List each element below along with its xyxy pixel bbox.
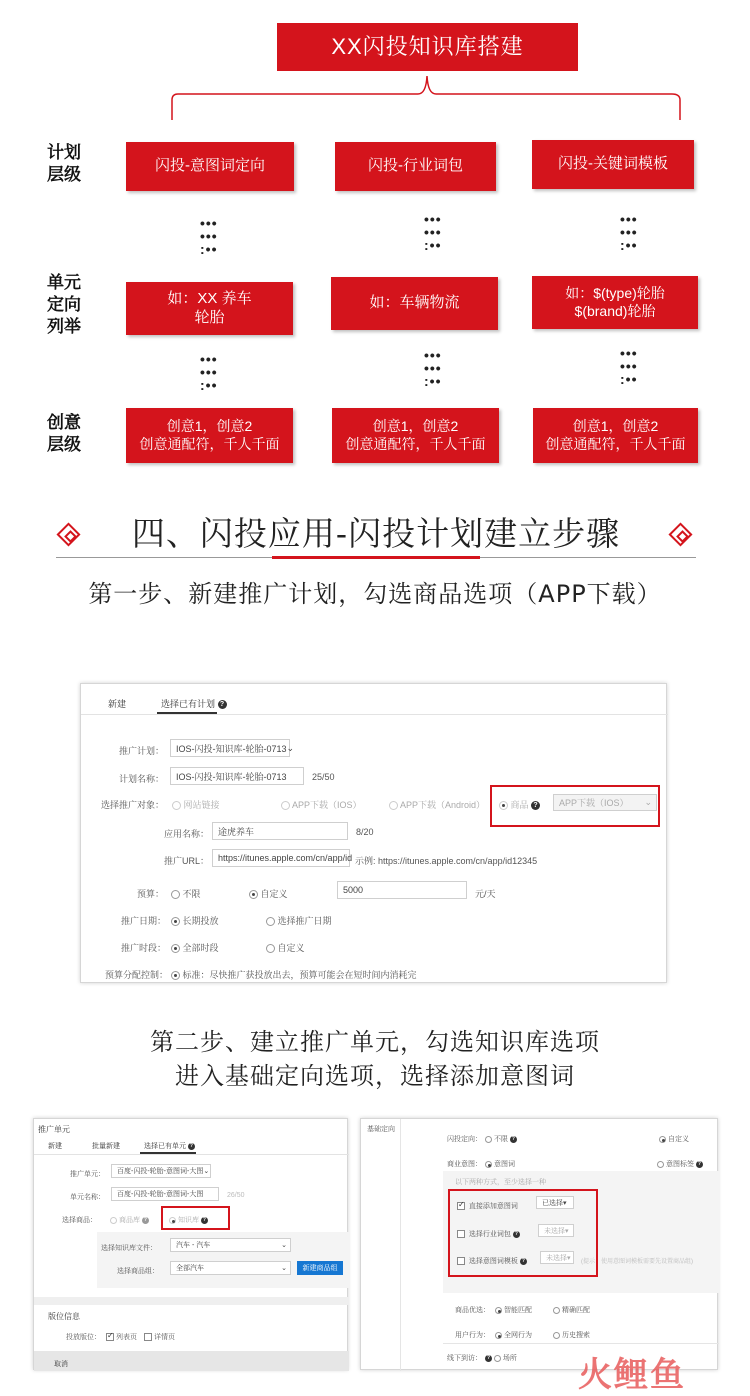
unit-select[interactable]: 百度-闪投-轮胎-意图词-大图 ⌄ xyxy=(111,1164,211,1178)
direct-intent-state[interactable]: 已选择 ▾ xyxy=(536,1196,574,1209)
dots: ••• ••• :•• xyxy=(424,211,442,253)
new-group-button[interactable]: 新建商品组 xyxy=(297,1261,343,1275)
plan-box-intent: 闪投-意图词定向 xyxy=(126,142,294,191)
brace-connector xyxy=(160,72,690,122)
object-app-android[interactable]: APP下载（Android） xyxy=(389,798,485,811)
budget-unlimited[interactable]: 不限 xyxy=(171,887,201,900)
budget-input[interactable]: 5000 xyxy=(337,881,467,899)
dots: ••• ••• :•• xyxy=(200,351,218,393)
help-icon: ? xyxy=(531,801,540,810)
targeting-screenshot xyxy=(360,1118,718,1370)
budget-control-label: 预算分配控制： xyxy=(105,970,169,980)
level-plan-label: 计划 层级 xyxy=(47,143,81,184)
chevron-down-icon: ⌄ xyxy=(281,1242,287,1249)
unit-name-count: 26/50 xyxy=(227,1192,245,1199)
tab-new[interactable]: 新建 xyxy=(48,1143,62,1150)
date-select[interactable]: 选择推广日期 xyxy=(266,914,332,927)
time-label: 推广时段： xyxy=(121,943,167,953)
unit-name-label: 单元名称： xyxy=(70,1194,105,1201)
dots: ••• ••• :•• xyxy=(620,345,638,387)
plan-name-input[interactable]: IOS-闪投-知识库-轮胎-0713 xyxy=(170,767,304,785)
goods-exact-match[interactable]: 精确匹配 xyxy=(553,1305,590,1315)
help-icon: ? xyxy=(486,1355,491,1362)
row-industry-pack[interactable]: 选择行业词包 ? xyxy=(457,1229,520,1239)
goods-knowledge-base[interactable]: 知识库 ? xyxy=(169,1215,208,1225)
goods-smart-match[interactable]: 智能匹配 xyxy=(495,1305,532,1315)
plan-form-screenshot xyxy=(80,683,667,983)
biz-label: 商业意图： xyxy=(447,1161,482,1168)
section-title: 四、闪投应用-闪投计划建立步骤 xyxy=(131,513,621,553)
goods-pref-label: 商品优选： xyxy=(455,1307,490,1314)
budget-control-standard[interactable]: 标准：尽快推广获投放出去，预算可能会在短时间内消耗完 xyxy=(171,968,417,981)
industry-pack-state[interactable]: 未选择 ▾ xyxy=(538,1224,574,1237)
goods-label: 选择商品： xyxy=(62,1217,97,1224)
offline-venue[interactable]: ? 场所 xyxy=(486,1355,517,1362)
intent-template-state[interactable]: 未选择 ▾ xyxy=(540,1251,574,1264)
user-history-search[interactable]: 历史搜索 xyxy=(553,1330,590,1340)
goods-library[interactable]: 商品库 ? xyxy=(110,1215,149,1225)
step1-text: 第一步、新建推广计划，勾选商品选项（APP下载） xyxy=(88,580,662,608)
offline-label: 线下到访： xyxy=(447,1355,482,1362)
unit-label: 推广单元： xyxy=(70,1171,105,1178)
kb-file-label: 选择知识库文件： xyxy=(101,1245,157,1252)
help-icon: ? xyxy=(189,1143,193,1150)
side-label: 基础定向 xyxy=(367,1126,395,1133)
budget-unit: 元/天 xyxy=(475,889,496,899)
url-example: 示例: https://itunes.apple.com/cn/app/id12345 xyxy=(355,856,538,866)
dots: ••• ••• :•• xyxy=(424,347,442,389)
help-icon: ? xyxy=(521,1258,525,1265)
tab-divider xyxy=(81,714,668,715)
chevron-down-icon: ⌄ xyxy=(644,797,652,807)
watermark-logo: 火鲤鱼 xyxy=(578,1355,686,1395)
tab-existing-plan[interactable]: 选择已有计划 ? xyxy=(161,697,227,710)
cancel-button[interactable]: 取消 xyxy=(54,1361,68,1368)
plan-box-template: 闪投-关键词模板 xyxy=(532,140,694,189)
position-detail-page[interactable]: 详情页 xyxy=(144,1332,175,1342)
position-header: 版位信息 xyxy=(48,1312,80,1321)
dots: ••• ••• :•• xyxy=(200,215,218,257)
creative-box-1: 创意1，创意2 创意通配符，千人千面 xyxy=(126,408,293,463)
chevron-down-icon: ⌄ xyxy=(281,1265,287,1272)
unit-box-3: 如：$(type)轮胎 $(brand)轮胎 xyxy=(532,276,698,329)
unit-name-input[interactable]: 百度-闪投-轮胎-意图词-大图 xyxy=(111,1187,219,1201)
kb-group-select[interactable]: 全部汽车 ⌄ xyxy=(170,1261,291,1275)
plan-select[interactable]: IOS-闪投-知识库-轮胎-0713 ⌄ xyxy=(170,739,290,757)
position-label: 投放版位： xyxy=(66,1334,101,1341)
chevron-down-icon: ⌄ xyxy=(203,1168,210,1175)
help-icon: ? xyxy=(202,1217,206,1224)
unit-box-1: 如：XX 养车 轮胎 xyxy=(126,282,293,335)
object-website[interactable]: 网站链接 xyxy=(172,798,220,811)
intent-hint: 以下两种方式，至少选择一种 xyxy=(455,1179,546,1186)
date-label: 推广日期： xyxy=(121,916,167,926)
footer-bar xyxy=(34,1351,349,1371)
creative-box-3: 创意1，创意2 创意通配符，千人千面 xyxy=(533,408,698,463)
diamond-icon-right xyxy=(670,524,694,548)
user-all-network[interactable]: 全网行为 xyxy=(495,1330,532,1340)
plan-label: 推广计划： xyxy=(119,746,165,756)
budget-label: 预算： xyxy=(137,889,165,899)
chevron-down-icon: ⌄ xyxy=(286,742,295,753)
row-intent-template[interactable]: 选择意图词模板 ? xyxy=(457,1256,527,1266)
url-input[interactable]: https://itunes.apple.com/cn/app/id xyxy=(212,849,350,867)
level-unit-label: 单元 定向 列举 xyxy=(47,273,81,336)
object-app-ios[interactable]: APP下载（IOS） xyxy=(281,798,362,811)
highlight-frame xyxy=(490,785,660,827)
plan-box-industry: 闪投-行业词包 xyxy=(335,142,496,191)
date-long-term[interactable]: 长期投放 xyxy=(171,914,219,927)
tab-batch-new[interactable]: 批量新建 xyxy=(92,1143,120,1150)
app-name-label: 应用名称： xyxy=(164,829,210,839)
step2-line2: 进入基础定向选项，选择添加意图词 xyxy=(175,1062,575,1090)
unit-form-screenshot xyxy=(33,1118,348,1370)
time-custom[interactable]: 自定义 xyxy=(266,941,305,954)
creative-box-2: 创意1，创意2 创意通配符，千人千面 xyxy=(332,408,499,463)
plan-name-label: 计划名称： xyxy=(119,774,165,784)
step2-line1: 第二步、建立推广单元，勾选知识库选项 xyxy=(150,1028,600,1056)
unit-header: 推广单元 xyxy=(38,1125,70,1134)
app-name-count: 8/20 xyxy=(356,827,374,837)
highlight-frame xyxy=(161,1206,230,1230)
tab-divider xyxy=(34,1154,349,1155)
flash-label: 闪投定向： xyxy=(447,1136,482,1143)
highlight-frame xyxy=(448,1189,598,1277)
help-icon: ? xyxy=(514,1231,518,1238)
app-name-input[interactable]: 途虎养车 xyxy=(212,822,348,840)
level-creative-label: 创意 层级 xyxy=(47,413,81,454)
object-app-select[interactable]: APP下载（IOS） ⌄ xyxy=(553,794,657,811)
help-icon: ? xyxy=(511,1136,515,1143)
unit-box-2: 如：车辆物流 xyxy=(331,277,498,330)
object-goods[interactable]: 商品 ? xyxy=(499,798,540,811)
section-underline-accent xyxy=(272,556,480,559)
flash-unlimited[interactable]: 不限 ? xyxy=(485,1134,517,1144)
tab-existing-unit[interactable]: 选择已有单元 ? xyxy=(144,1143,193,1150)
name-count: 25/50 xyxy=(312,772,335,782)
object-label: 选择推广对象： xyxy=(101,800,165,810)
diagram-title: XX闪投知识库搭建 xyxy=(277,23,578,71)
dots: ••• ••• :•• xyxy=(620,211,638,253)
kb-file-select[interactable]: 汽车 - 汽车 ⌄ xyxy=(170,1238,291,1252)
help-icon: ? xyxy=(218,700,227,709)
time-all[interactable]: 全部时段 xyxy=(171,941,219,954)
help-icon: ? xyxy=(697,1161,701,1168)
flash-custom[interactable]: 自定义 xyxy=(659,1134,689,1144)
position-list-page[interactable]: ✓ 列表页 xyxy=(106,1332,137,1342)
row-direct-intent[interactable]: ✓ 直接添加意图词 xyxy=(457,1201,518,1211)
url-label: 推广URL： xyxy=(164,856,210,866)
help-icon: ? xyxy=(143,1217,147,1224)
budget-custom[interactable]: 自定义 xyxy=(249,887,288,900)
divider xyxy=(443,1343,719,1344)
biz-intent-word[interactable]: 意图词 xyxy=(485,1159,515,1169)
template-note: (提示：使用意图词模板需要先设置商品组) xyxy=(581,1259,693,1265)
kb-group-label: 选择商品组： xyxy=(117,1268,159,1275)
tab-new[interactable]: 新建 xyxy=(108,699,127,709)
biz-intent-tag[interactable]: 意图标签 ? xyxy=(657,1159,703,1169)
user-behavior-label: 用户行为： xyxy=(455,1332,490,1339)
side-column xyxy=(361,1119,401,1371)
panel-gap xyxy=(34,1297,349,1305)
